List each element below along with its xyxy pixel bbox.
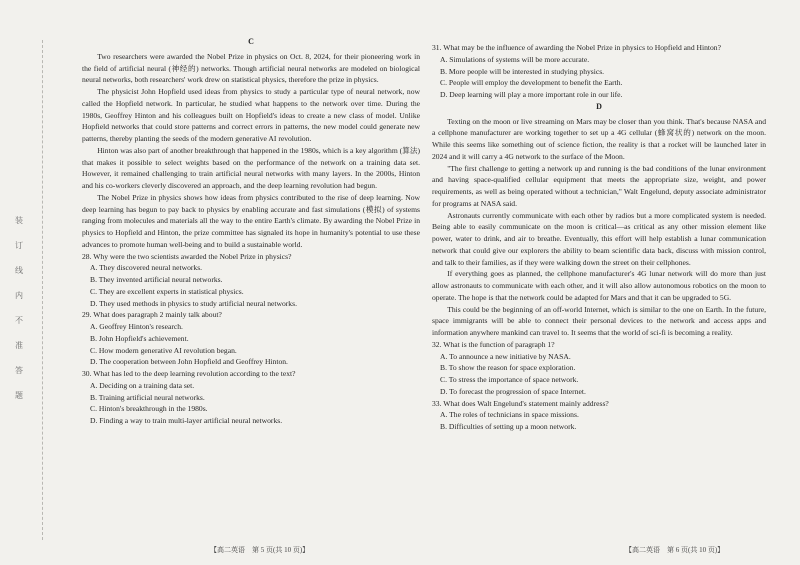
question-stem: 30. What has led to the deep learning revolution according to the text?	[82, 369, 296, 378]
margin-char: 不	[15, 316, 23, 325]
answer-option: D. The cooperation between John Hopfield and Geoffrey Hinton.	[90, 357, 288, 367]
answer-option: A. To announce a new initiative by NASA.	[440, 351, 571, 361]
answer-option: A. Deciding on a training data set.	[90, 380, 195, 390]
answer-option: A. Geoffrey Hinton's research.	[90, 322, 183, 331]
answer-option: B. Training artificial neural networks.	[90, 392, 205, 402]
passage-paragraph: The Nobel Prize in physics shows how ideas from physics contributed to the rise of deep learning. Now deep learning has begun to pay back to physics by enabling accurate and fast simulations (模拟) of systems ranging from molecules and materials all the way to the entire Earth's climate. By awarding the Nobel Prize in physics to Hopfield and Hinton, the prize committee has signaled its hope in humanity's potential to use these advances to promote human well-being and to build a sustainable world.	[82, 192, 420, 249]
question-stem: 28. Why were the two scientists awarded the Nobel Prize in physics?	[82, 251, 292, 261]
answer-option: D. Deep learning will play a more important role in our life.	[440, 90, 623, 99]
passage-paragraph: Texting on the moon or live streaming on Mars may be closer than you think. That's because NASA and a cellphone manufacturer are working together to set up a 4G cellular (蜂窝状的) network on the moon. While this seems like something out of science fiction, the reality is that a rocket will be launched later in 2024 and it will carry a 4G network to the surface of the Moon.	[432, 116, 766, 161]
section-heading: C	[248, 37, 254, 46]
answer-option: D. They used methods in physics to study artificial neural networks.	[90, 298, 297, 308]
binding-warning	[12, 215, 26, 401]
passage-paragraph: Two researchers were awarded the Nobel Prize in physics on Oct. 8, 2024, for their pioneering work in the field of artificial neural (神经的) networks. Though artificial neural networks are modeled on biological neural networks, both researchers' work drew on statistical physics, therefore the prize in physics.	[82, 51, 420, 85]
margin-char: 装	[15, 216, 23, 225]
answer-option: B. John Hopfield's achievement.	[90, 333, 189, 343]
passage-paragraph: Astronauts currently communicate with each other by radios but a more complicated system is needed. Being able to easily communicate on the moon is critical—as critical as any other mission element like power, water to drink, and air to breathe. Eventually, this effort will help establish a lunar communication network that could give our explorers the ability to beam scientific data back, discuss with mission control, and talk to their families, as if they were walking down the street on their cellphones.	[432, 210, 766, 267]
answer-option: D. To forecast the progression of space Internet.	[440, 386, 586, 396]
question-stem: 33. What does Walt Engelund's statement mainly address?	[432, 398, 609, 408]
answer-option: C. People will employ the development to benefit the Earth.	[440, 78, 623, 88]
margin-char: 答	[15, 366, 23, 375]
page-footer: 【高二英语 第 5 页(共 10 页)】	[210, 546, 310, 554]
passage-paragraph: The physicist John Hopfield used ideas from physics to study a particular type of neural network, now called the Hopfield network. In particular, he studied what happens to the network over time. During the 1980s, Geoffrey Hinton and his colleagues built on Hopfield's ideas to create a new class of model. Unlike Hopfield networks that could store patterns and correct errors in patterns, the new model could generate new patterns, thereby planting the seeds of the modern generative AI revolution.	[82, 87, 420, 143]
answer-option: C. They are excellent experts in statistical physics.	[90, 286, 244, 296]
question-stem: 29. What does paragraph 2 mainly talk about?	[82, 310, 222, 320]
answer-option: B. They invented artificial neural networks.	[90, 275, 223, 284]
right-page	[432, 42, 766, 433]
answer-option: A. They discovered neural networks.	[90, 263, 203, 273]
passage-paragraph: This could be the beginning of an off-world Internet, which is similar to the one on Earth. In the future, space immigrants will be able to connect their personal devices to the network and access apps and information anywhere mankind can travel to. It seems that the world of sci-fi is becoming a reality.	[432, 304, 766, 337]
left-page	[82, 36, 420, 427]
answer-option: B. Difficulties of setting up a moon network.	[440, 422, 577, 431]
passage-paragraph: "The first challenge to getting a network up and running is the bad conditions of the lunar environment and having space-qualified cellular equipment that meets the appropriate size, weight, and power requirements, as well as being operated without a technician," Walt Engelund, deputy associate administrator for programs at NASA said.	[432, 163, 766, 208]
answer-option: A. Simulations of systems will be more accurate.	[440, 54, 590, 64]
answer-option: B. To show the reason for space exploration.	[440, 363, 576, 373]
seal-line	[42, 40, 43, 540]
margin-char: 准	[15, 341, 23, 350]
answer-option: A. The roles of technicians in space missions.	[440, 410, 579, 420]
margin-char: 内	[15, 291, 23, 300]
page-footer: 【高二英语 第 6 页(共 10 页)】	[625, 546, 725, 554]
answer-option: C. How modern generative AI revolution began.	[90, 345, 237, 355]
margin-char: 题	[15, 391, 23, 400]
margin-char: 线	[15, 266, 23, 275]
section-heading: D	[596, 101, 602, 111]
answer-option: D. Finding a way to train multi-layer artificial neural networks.	[90, 416, 283, 425]
question-stem: 31. What may be the influence of awarding the Nobel Prize in physics to Hopfield and Hinton?	[432, 43, 721, 52]
passage-paragraph: If everything goes as planned, the cellphone manufacturer's 4G lunar network will do more than just allow astronauts to communicate with each other, and it will also allow autonomous robotics on the moon to operate. The hope is that the network could be adapted for Mars and that it can be upgraded to 5G.	[432, 269, 766, 302]
answer-option: C. To stress the importance of space network.	[440, 375, 579, 384]
answer-option: C. Hinton's breakthrough in the 1980s.	[90, 404, 208, 414]
binding-margin	[0, 0, 70, 565]
question-stem: 32. What is the function of paragraph 1?	[432, 339, 555, 349]
passage-paragraph: Hinton was also part of another breakthrough that happened in the 1980s, which is a key algorithm (算法) that makes it possible to select weights based on the performance of the network on a training data set. However, it remained challenging to train artificial neural networks with many layers. In the 2000s, Hinton and his co-workers cleverly discovered an approach, and the deep learning revolution had begun.	[82, 145, 420, 190]
margin-char: 订	[15, 241, 23, 250]
answer-option: B. More people will be interested in studying physics.	[440, 66, 605, 76]
